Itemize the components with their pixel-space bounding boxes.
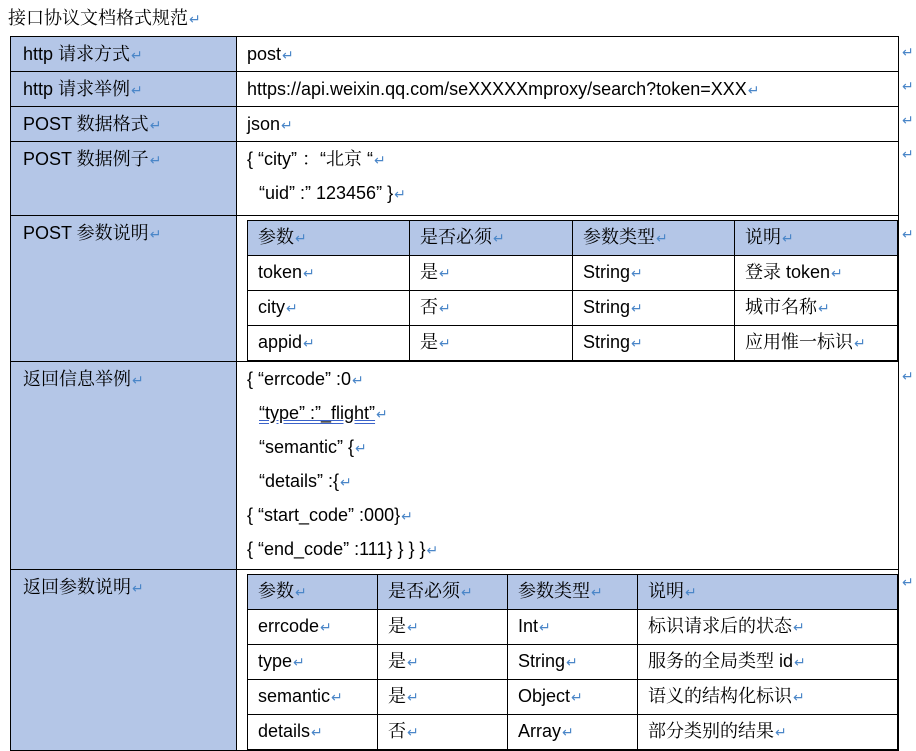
value-cell: [237, 216, 899, 362]
table-row: [248, 715, 898, 750]
header-cell: 说明↵: [735, 221, 898, 256]
code-line: “type” :”_flight”↵: [259, 403, 388, 423]
table-cell: String↵: [573, 291, 735, 326]
header-cell: 参数类型↵: [508, 575, 638, 610]
paragraph-mark: ↵: [902, 146, 914, 162]
post-params-table: [247, 220, 898, 361]
table-cell: 是↵: [410, 326, 573, 361]
table-cell: Int↵: [508, 610, 638, 645]
protocol-table: [10, 36, 899, 751]
table-cell: 服务的全局类型 id↵: [638, 645, 898, 680]
value-cell: [237, 142, 899, 216]
header-cell: 是否必须↵: [378, 575, 508, 610]
table-cell: details↵: [248, 715, 378, 750]
label-cell: 返回参数说明↵: [11, 570, 237, 751]
table-header-row: [248, 575, 898, 610]
label-cell: http 请求方式↵: [11, 37, 237, 72]
header-cell: 是否必须↵: [410, 221, 573, 256]
paragraph-mark: ↵: [902, 44, 914, 60]
table-cell: 应用惟一标识↵: [735, 326, 898, 361]
paragraph-mark: ↵: [902, 78, 914, 94]
table-header-row: [248, 221, 898, 256]
table-cell: String↵: [573, 256, 735, 291]
label-cell: http 请求举例↵: [11, 72, 237, 107]
table-cell: String↵: [508, 645, 638, 680]
table-cell: String↵: [573, 326, 735, 361]
row-response-example: [11, 362, 899, 570]
header-cell: 参数↵: [248, 575, 378, 610]
header-cell: 说明↵: [638, 575, 898, 610]
header-cell: 参数类型↵: [573, 221, 735, 256]
paragraph-mark: ↵: [902, 574, 914, 590]
table-cell: appid↵: [248, 326, 410, 361]
value-cell: json↵: [237, 107, 899, 142]
table-cell: city↵: [248, 291, 410, 326]
code-line: { “end_code” :111} } } }↵: [247, 539, 439, 559]
table-cell: 登录 token↵: [735, 256, 898, 291]
row-post-params: [11, 216, 899, 362]
table-cell: 标识请求后的状态↵: [638, 610, 898, 645]
code-line: “semantic” {↵: [259, 437, 367, 457]
paragraph-mark: ↵: [902, 368, 914, 384]
table-cell: type↵: [248, 645, 378, 680]
table-cell: 是↵: [410, 256, 573, 291]
table-cell: 部分类别的结果↵: [638, 715, 898, 750]
row-request-example: [11, 72, 899, 107]
label-cell: POST 数据例子↵: [11, 142, 237, 216]
value-cell: [237, 362, 899, 570]
table-row: [248, 291, 898, 326]
table-cell: semantic↵: [248, 680, 378, 715]
label-cell: POST 数据格式↵: [11, 107, 237, 142]
table-cell: 否↵: [410, 291, 573, 326]
table-row: [248, 610, 898, 645]
document-title: 接口协议文档格式规范↵: [8, 8, 201, 28]
table-cell: 是↵: [378, 610, 508, 645]
table-cell: token↵: [248, 256, 410, 291]
label-cell: 返回信息举例↵: [11, 362, 237, 570]
table-cell: Object↵: [508, 680, 638, 715]
paragraph-mark: ↵: [902, 226, 914, 242]
table-cell: 城市名称↵: [735, 291, 898, 326]
row-data-format: [11, 107, 899, 142]
table-cell: errcode↵: [248, 610, 378, 645]
table-cell: 否↵: [378, 715, 508, 750]
table-cell: 语义的结构化标识↵: [638, 680, 898, 715]
row-request-method: [11, 37, 899, 72]
row-post-example: [11, 142, 899, 216]
row-response-params: [11, 570, 899, 751]
table-cell: Array↵: [508, 715, 638, 750]
table-row: [248, 256, 898, 291]
code-line: { “city” ：“北京 “↵: [247, 149, 386, 169]
label-cell: POST 参数说明↵: [11, 216, 237, 362]
code-line: { “errcode” :0↵: [247, 369, 364, 389]
code-line: { “start_code” :000}↵: [247, 505, 413, 525]
table-row: [248, 645, 898, 680]
value-cell: post↵: [237, 37, 899, 72]
value-cell: https://api.weixin.qq.com/seXXXXXmproxy/search?token=XXX↵: [237, 72, 899, 107]
table-row: [248, 680, 898, 715]
table-row: [248, 326, 898, 361]
response-params-table: [247, 574, 898, 750]
paragraph-mark: ↵: [902, 112, 914, 128]
code-line: “details” :{↵: [259, 471, 352, 491]
table-cell: 是↵: [378, 645, 508, 680]
header-cell: 参数↵: [248, 221, 410, 256]
value-cell: [237, 570, 899, 751]
code-line: “uid” :” 123456” }↵: [259, 183, 406, 203]
table-cell: 是↵: [378, 680, 508, 715]
